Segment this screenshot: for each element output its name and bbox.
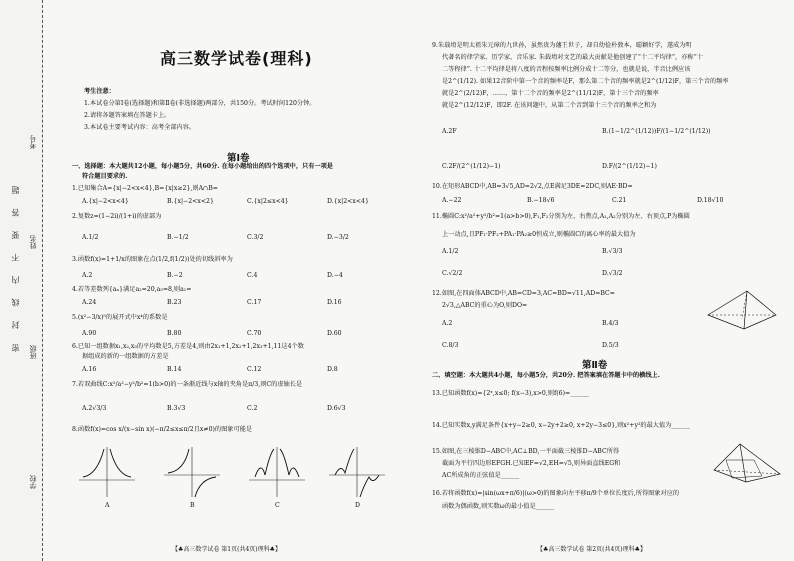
q12-line2: 2√3,△ABC的重心为O,则DO=	[442, 302, 528, 309]
binding-strip	[0, 0, 43, 561]
q9-line5: 就是2^(2/12)F，……，第十二个音的频率是2^(11/12)F，第十三个音的频率	[442, 90, 659, 97]
q8-option-d: D	[355, 502, 360, 509]
q8-option-b: B	[190, 502, 195, 509]
q10-option-a: A.−22	[442, 197, 462, 204]
q9-line2: 代著名的律学家、历学家、音乐家. 朱载堉对文艺的最大贡献是他创建了“十二平均律”，亦称“十	[442, 54, 703, 61]
q2: 2.复数z=(1−2i)/(1+i)的虚部为	[72, 213, 162, 220]
q5-option-c: C.70	[247, 330, 262, 337]
q10-option-b: B.−18√6	[527, 197, 555, 204]
notice-3: 3.本试卷主要考试内容：高考全部内容。	[84, 124, 196, 131]
right-column	[432, 0, 787, 561]
q3-option-c: C.4	[247, 272, 258, 279]
q4-option-c: C.17	[247, 299, 262, 306]
q10: 10.在矩形ABCD中,AB=3√5,AD=2√2,点E满足3DE=2DC,则AE·BD=	[432, 183, 633, 190]
q11-line2: 上一动点,且PF₁·PF₂+PA₁·PA₂≥0恒成立,则椭圆C的离心率的最大值为	[442, 231, 636, 238]
binding-label-exam-no: 考号	[29, 135, 37, 149]
q6-option-d: D.8	[327, 366, 338, 373]
q6-option-b: B.14	[167, 366, 182, 373]
q9-option-b: B.(1−1/2^(1/12))F/(1−1/2^(1/12))	[602, 128, 711, 135]
notice-1: 1.本试卷分第Ⅰ卷(选择题)和第Ⅱ卷(非选择题)两部分，共150分。考试时间120分钟。	[84, 100, 316, 107]
q16-line1: 16.若将函数f(x)=|sin(ωx+π/6)|(ω>0)的图象向左平移π/9个单位长度后,所得图象对应的	[432, 490, 680, 497]
q11-option-b: B.√3/3	[602, 248, 623, 255]
q4-option-b: B.23	[167, 299, 182, 306]
q8-graph-c	[247, 445, 307, 500]
q10-option-d: D.18√10	[697, 197, 724, 204]
q15-line1: 15.如图,在三棱锥D−ABC中,AC⊥BD,一平面截三棱锥D−ABC所得	[432, 448, 620, 455]
section-1-instruction-2: 符合题目要求的.	[82, 173, 128, 180]
q7-option-b: B.3√3	[167, 405, 186, 412]
part-2-title: 第Ⅱ卷	[582, 360, 608, 371]
q12-option-d: D.5/3	[602, 342, 619, 349]
q9-option-a: A.2F	[442, 128, 457, 135]
binding-label-name: 姓名	[29, 235, 37, 249]
q8-option-a: A	[105, 502, 110, 509]
q9-option-c: C.2F/(2^(1/12)−1)	[442, 163, 501, 170]
q8-graph-b	[162, 445, 222, 500]
q11-option-c: C.√2/2	[442, 270, 463, 277]
notice-title: 考生注意：	[84, 88, 115, 95]
q9-option-d: D.F/(2^(1/12)−1)	[602, 163, 657, 170]
q7-option-d: D.6√3	[327, 405, 346, 412]
q9-line4: 是2^(1/12). 如果12音阶中第一个音的频率是F，那么第二个音的频率就是2^(1/12)F，第三个音的频率	[442, 78, 729, 85]
q3-option-b: B.−2	[167, 272, 183, 279]
q11-line1: 11.椭圆C:x²/a²+y²/b²=1(a>b>0),F₁,F₂分别为左、右焦点,A₁,A₂分别为左、右顶点,P为椭圆	[432, 213, 690, 220]
q12-option-c: C.8/3	[442, 342, 459, 349]
q1-option-d: D.{x|2<x<4}	[327, 198, 369, 205]
q5: 5.(x²−3/x)⁵的展开式中x⁴的系数是	[72, 314, 168, 321]
q5-option-b: B.80	[167, 330, 182, 337]
section-2-instruction: 二、填空题：本大题共4小题，每小题5分，共20分. 把答案填在答题卡中的横线上.	[432, 372, 660, 379]
q6-option-c: C.12	[247, 366, 262, 373]
q4-option-a: A.24	[82, 299, 97, 306]
q13: 13.已知函数f(x)={2ˣ,x≤0; f(x−3),x>0,则f(6)=______	[432, 390, 589, 397]
q4-option-d: D.16	[327, 299, 342, 306]
q3: 3.函数f(x)=1+1/x的图象在点(1/2,f(1/2))处的切线斜率为	[72, 256, 233, 263]
q5-option-a: A.90	[82, 330, 97, 337]
q1-option-b: B.{x|−2<x<2}	[167, 198, 214, 205]
q9-line1: 9.朱载堉是明太祖朱元璋的九世孙，虽然贵为藩王世子，却自幼俭朴敦本，聪颖好学，遂成为明	[432, 42, 692, 49]
q8-option-c: C	[275, 502, 280, 509]
q12-tetrahedron-figure	[702, 285, 782, 335]
q8-graph-d	[327, 445, 387, 500]
binding-label-school: 学校	[29, 475, 37, 489]
left-column	[72, 0, 412, 561]
exam-title: 高三数学试卷(理科)	[160, 49, 313, 68]
q10-option-c: C.21	[612, 197, 627, 204]
q1-option-c: C.{x|2≤x<4}	[247, 198, 289, 205]
seal-line-text: 密 封 线 内 不 要 答 题	[11, 180, 20, 352]
q15-line2: 截面为平行四边形EFGH.已知EF=√2,EH=√5,则异面直线EG和	[442, 460, 621, 467]
q9-line6: 就是2^(12/12)F，即2F. 在该问题中，从第二个音到第十三个音的频率之和为	[442, 102, 657, 109]
q2-option-b: B.−1/2	[167, 234, 189, 241]
notice-2: 2.请将各题答案填在答题卡上。	[84, 112, 171, 119]
q6-line1: 6.已知一组数据x₁,x₂,x₃的平均数是5,方差是4,则由2x₁+1,2x₂+1,2x₃+1,11这4个数	[72, 343, 304, 350]
q7-option-c: C.2	[247, 405, 258, 412]
q1: 1.已知集合A={x|−2<x<4},B={x|x≥2},则A∩B=	[72, 185, 218, 192]
q15-pyramid-figure	[710, 440, 784, 484]
q4: 4.若等差数列{aₙ}满足a₂=20,a₅=8,则a₁=	[72, 286, 192, 293]
q16-line2: 函数为偶函数,则实数ω的最小值是______	[442, 503, 555, 510]
q7: 7.若双曲线C:x²/a²−y²/b²=1(b>0)的一条渐近线与x轴的夹角是π/3,则C的虚轴长是	[72, 381, 303, 388]
part-1-title: 第Ⅰ卷	[227, 153, 250, 164]
q8: 8.函数f(x)=cos x/(x−sin x)(−π/2≤x≤π/2且x≠0)的图象可能是	[72, 426, 253, 433]
q12-option-b: B.4/3	[602, 320, 619, 327]
q1-option-a: A.{x|−2<x<4}	[82, 198, 129, 205]
q8-graph-a	[77, 445, 137, 500]
q3-option-d: D.−4	[327, 272, 343, 279]
footer-page-2: 【♣高三数学试卷 第2页(共4页)理科♣】	[537, 546, 646, 553]
q12-line1: 12.如图,在四面体ABCD中,AB=CD=3,AC=BD=√11,AD=BC=	[432, 290, 615, 297]
q11-option-d: D.√3/2	[602, 270, 623, 277]
q6-option-a: A.16	[82, 366, 97, 373]
section-1-instruction: 一、选择题：本大题共12小题，每小题5分，共60分. 在每小题给出的四个选项中，只有一项是	[72, 163, 333, 170]
q3-option-a: A.2	[82, 272, 93, 279]
q2-option-c: C.3/2	[247, 234, 264, 241]
q12-option-a: A.2	[442, 320, 453, 327]
q6-line2: 据组成的新的一组数据的方差是	[82, 353, 169, 360]
footer-page-1: 【♣高三数学试卷 第1页(共4页)理科♣】	[172, 546, 281, 553]
q15-line3: AC所成角的正弦值是______	[442, 472, 520, 479]
q7-option-a: A.2√3/3	[82, 405, 107, 412]
binding-label-class: 班级	[29, 345, 37, 359]
q9-line3: 二等程律”. 十二平均律是将八度的音程按频率比例分成十二等分，也就是说，半音比例应该	[442, 66, 691, 73]
q14: 14.已知实数x,y满足条件{x+y−2≥0, x−2y+2≥0, x+2y−3≤0},则x²+y²的最大值为______	[432, 422, 690, 429]
q11-option-a: A.1/2	[442, 248, 459, 255]
q2-option-d: D.−3/2	[327, 234, 349, 241]
q5-option-d: D.60	[327, 330, 342, 337]
q2-option-a: A.1/2	[82, 234, 99, 241]
